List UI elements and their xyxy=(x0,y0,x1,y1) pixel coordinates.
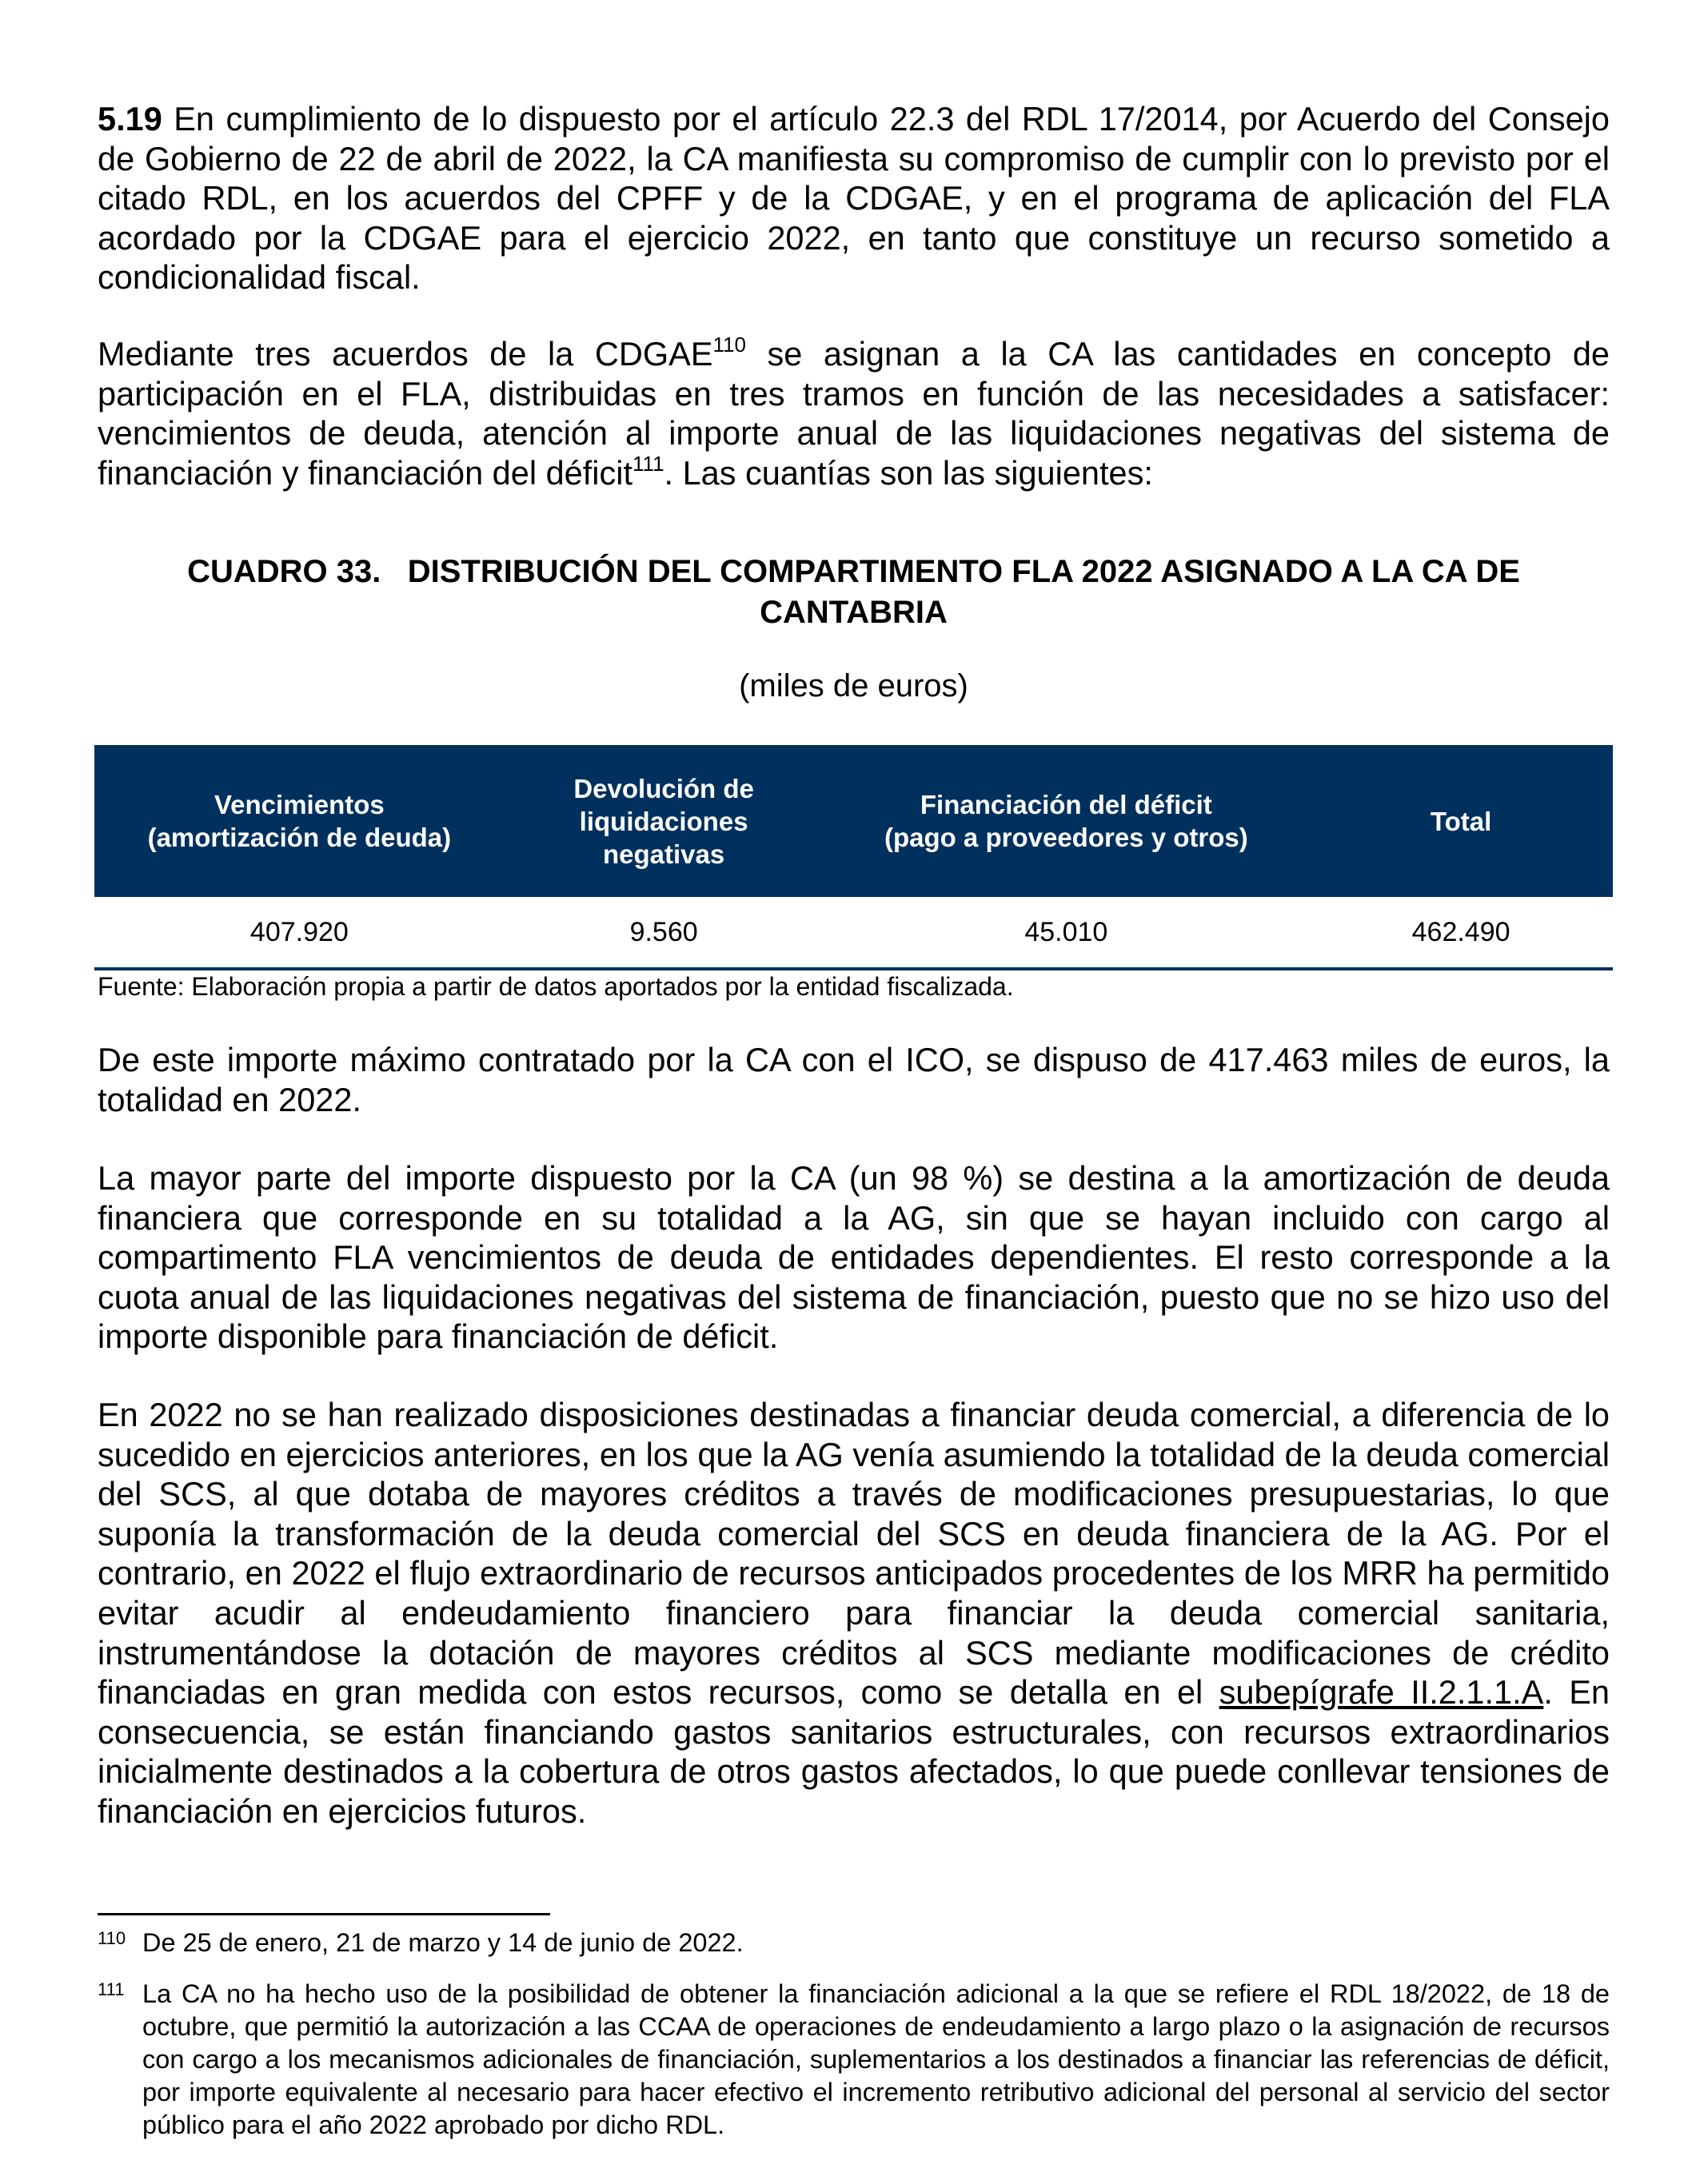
footnote-text: De 25 de enero, 21 de marzo y 14 de junio de 2022. xyxy=(142,1928,744,1957)
cell-vencimientos: 407.920 xyxy=(94,897,505,969)
header-devolucion: Devolución de liquidaciones negativas xyxy=(505,745,824,897)
subepigrafe-link[interactable]: subepígrafe II.2.1.1.A xyxy=(1219,1673,1544,1712)
table-source: Fuente: Elaboración propia a partir de datos aportados por la entidad fiscalizada. xyxy=(98,972,1014,1001)
paragraph-text: Mediante tres acuerdos de la CDGAE xyxy=(98,335,713,373)
footnote-text: La CA no ha hecho uso de la posibilidad de obtener la financiación adicional a la que se refiere el RDL 18/2022, de 18 de octubre, que permitió la autorización a las CCAA de operaciones de endeudamiento a largo plazo o la asignación de recursos con cargo a los mecanismos adicionales de financiación, suplementarios a los destinados a financiar las referencias de déficit, por importe equivalente al necesario para hacer efectivo el incremento retributivo adicional del personal al servicio del sector público para el año 2022 aprobado por dicho RDL. xyxy=(142,1979,1610,2139)
paragraph-text: se asignan a la CA las cantidades en concepto de participación en el FLA, distribuidas en tres tramos en función de las necesidades a satisfacer: vencimientos de deuda, atención al importe anual de las liquidaciones negativas del sistema de financiación y financiación del déficit xyxy=(98,335,1610,492)
paragraph-text: . En consecuencia, se están financiando gastos sanitarios estructurales, con recursos extraordinarios inicialmente destinados a la cobertura de otros gastos afectados, lo que puede conllevar tensiones de financiación en ejercicios futuros. xyxy=(98,1673,1610,1830)
header-total: Total xyxy=(1309,745,1613,897)
footnote-110 xyxy=(98,1927,1610,1959)
paragraph-deuda-comercial xyxy=(98,1395,1610,1831)
paragraph-ico: De este importe máximo contratado por la CA con el ICO, se dispuso de 417.463 miles de euros, la totalidad en 2022. xyxy=(98,1041,1610,1118)
table-row xyxy=(94,897,1613,969)
footnote-number: 111 xyxy=(98,1979,125,1999)
footnote-111 xyxy=(98,1978,1610,2142)
paragraph-text: . Las cuantías son las siguientes: xyxy=(664,453,1153,492)
paragraph-text: En cumplimiento de lo dispuesto por el artículo 22.3 del RDL 17/2014, por Acuerdo del Consejo de Gobierno de 22 de abril de 2022, la CA manifiesta su compromiso de cumplir con lo previsto por el citado RDL, en los acuerdos del CPFF y de la CDGAE, y en el programa de aplicación del FLA acordado por la CDGAE para el ejercicio 2022, en tanto que constituye un recurso sometido a condicionalidad fiscal. xyxy=(98,100,1610,297)
footnote-ref-111[interactable]: 111 xyxy=(633,451,664,476)
paragraph-number: 5.19 xyxy=(98,100,162,137)
paragraph-text: En 2022 no se han realizado disposiciones destinadas a financiar deuda comercial, a diferencia de lo sucedido en ejercicios anteriores, en los que la AG venía asumiendo la totalidad de la deuda comercial del SCS, al que dotaba de mayores créditos a través de modificaciones presupuestarias, lo que suponía la transformación de la deuda comercial del SCS en deuda financiera de la AG. Por el contrario, en 2022 el flujo extraordinario de recursos anticipados procedentes de los MRR ha permitido evitar acudir al endeudamiento financiero para financiar la deuda comercial sanitaria, instrumentándose la dotación de mayores créditos al SCS mediante modificaciones de crédito financiadas en gran medida con estos recursos, como se detalla en el xyxy=(98,1396,1610,1712)
table-title: CUADRO 33. DISTRIBUCIÓN DEL COMPARTIMENTO FLA 2022 ASIGNADO A LA CA DE CANTABRIA xyxy=(187,554,1530,630)
footnote-ref-110[interactable]: 110 xyxy=(712,333,746,357)
footnote-number: 110 xyxy=(98,1928,126,1948)
footnote-divider xyxy=(98,1913,550,1915)
fla-distribution-table xyxy=(94,745,1613,970)
paragraph-cdgae xyxy=(98,334,1610,492)
cell-financiacion-deficit: 45.010 xyxy=(824,897,1310,969)
table-unit: (miles de euros) xyxy=(739,668,968,703)
paragraph-mayor-parte: La mayor parte del importe dispuesto por la CA (un 98 %) se destina a la amortización de deuda financiera que corresponde en su totalidad a la AG, sin que se hayan incluido con cargo al compartimento FLA vencimientos de deuda de entidades dependientes. El resto corresponde a la cuota anual de las liquidaciones negativas del sistema de financiación, puesto que no se hizo uso del importe disponible para financiación de déficit. xyxy=(98,1159,1610,1356)
cell-devolucion: 9.560 xyxy=(505,897,824,969)
paragraph-5-19 xyxy=(98,99,1610,297)
header-financiacion-deficit: Financiación del déficit (pago a proveedores y otros) xyxy=(824,745,1310,897)
cell-total: 462.490 xyxy=(1309,897,1613,969)
table-header-row xyxy=(94,745,1613,897)
header-vencimientos: Vencimientos (amortización de deuda) xyxy=(94,745,505,897)
